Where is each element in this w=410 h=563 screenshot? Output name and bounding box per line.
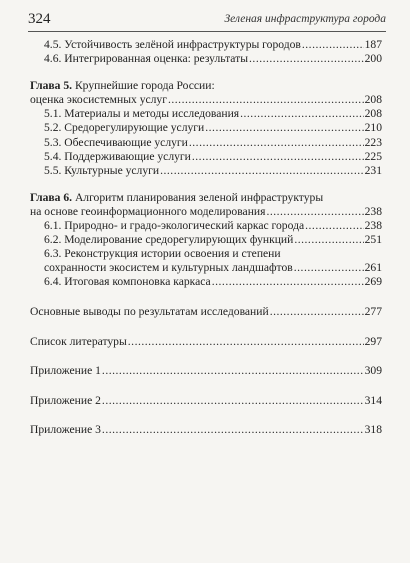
toc-entry-page: 210	[364, 121, 382, 135]
toc-entry-page: 225	[364, 149, 382, 163]
toc-entry-page: 297	[364, 334, 382, 348]
toc-entry-page: 208	[364, 93, 382, 107]
chapter-title-line1: Крупнейшие города России:	[74, 79, 215, 93]
toc-entry-5-3	[30, 136, 382, 150]
toc-entry-page: 318	[364, 423, 382, 437]
header-rule	[28, 31, 386, 32]
chapter-label: Глава 5.	[30, 79, 73, 93]
dot-leader	[192, 150, 364, 164]
dot-leader	[102, 364, 364, 378]
toc-entry-5-5	[30, 164, 382, 178]
toc-entry-title: 5.2. Средорегулирующие услуги	[44, 121, 205, 135]
toc-entry-6-1	[30, 219, 382, 233]
toc-entry-title: 6.1. Природно- и градо-экологический каркас города	[44, 219, 305, 233]
page-header	[28, 10, 386, 28]
toc-entry-references	[30, 335, 382, 349]
chapter-label: Глава 6.	[30, 190, 73, 204]
toc-entry-page: 261	[364, 261, 382, 275]
dot-leader	[168, 93, 364, 107]
toc-entry-appendix-2	[30, 394, 382, 408]
toc-entry-5-2	[30, 121, 382, 135]
toc-entry-page: 223	[364, 135, 382, 149]
chapter-title-line2: оценка экосистемных услуг	[30, 93, 167, 107]
toc-entry-page: 314	[364, 393, 382, 407]
toc-entry-5-1	[30, 107, 382, 121]
table-of-contents	[30, 38, 382, 437]
dot-leader	[294, 261, 364, 275]
toc-entry-page: 277	[364, 305, 382, 318]
dot-leader	[294, 233, 363, 247]
toc-entry-page: 200	[364, 52, 382, 66]
dot-leader	[189, 136, 364, 150]
toc-entry-appendix-1	[30, 364, 382, 378]
toc-entry-title: 5.1. Материалы и методы исследования	[44, 107, 240, 121]
toc-entry-title: 5.5. Культурные услуги	[44, 163, 160, 177]
dot-leader	[128, 335, 364, 349]
toc-chapter-6	[30, 191, 382, 219]
toc-entry-title: 5.3. Обеспечивающие услуги	[44, 135, 188, 149]
toc-entry-title: 4.6. Интегрированная оценка: результаты	[44, 52, 249, 66]
toc-entry-title: Приложение 2	[30, 393, 101, 407]
dot-leader	[305, 219, 363, 233]
dot-leader	[160, 164, 364, 178]
dot-leader	[270, 305, 364, 319]
dot-leader	[102, 394, 364, 408]
toc-entry-title: 5.4. Поддерживающие услуги	[44, 149, 191, 163]
toc-entry-page: 309	[364, 364, 382, 378]
toc-entry-title: Приложение 3	[30, 423, 101, 437]
toc-entry-4-5	[30, 38, 382, 52]
dot-leader	[205, 121, 363, 135]
toc-entry-4-6	[30, 52, 382, 66]
dot-leader	[240, 107, 364, 121]
toc-entry-5-4	[30, 150, 382, 164]
toc-entry-6-3	[30, 247, 382, 275]
toc-entry-page: 251	[364, 233, 382, 247]
toc-entry-title: 4.5. Устойчивость зелёной инфраструктуры городов	[44, 38, 301, 51]
toc-entry-page: 238	[364, 219, 382, 233]
toc-chapter-5	[30, 79, 382, 107]
toc-entry-page: 187	[364, 38, 382, 51]
toc-entry-title-line2: сохранности экосистем и культурных ландшафтов	[44, 261, 293, 275]
page-number: 324	[28, 11, 51, 27]
dot-leader	[212, 275, 364, 289]
toc-entry-title: 6.2. Моделирование средорегулирующих функций	[44, 233, 294, 247]
running-title: Зеленая инфраструктура города	[224, 13, 386, 25]
chapter-title-line2: на основе геоинформационного моделирования	[30, 204, 266, 218]
dot-leader	[266, 205, 363, 219]
toc-entry-title-line1: 6.3. Реконструкция истории освоения и степени	[44, 247, 281, 261]
toc-entry-6-4	[30, 275, 382, 289]
toc-entry-title: Основные выводы по результатам исследований	[30, 305, 269, 318]
toc-entry-page: 269	[364, 275, 382, 289]
toc-entry-title: Приложение 1	[30, 364, 101, 378]
toc-entry-title: 6.4. Итоговая компоновка каркаса	[44, 275, 211, 289]
dot-leader	[302, 38, 364, 52]
toc-entry-page: 208	[364, 107, 382, 121]
toc-entry-conclusions	[30, 305, 382, 319]
toc-entry-page: 238	[364, 204, 382, 218]
toc-entry-appendix-3	[30, 423, 382, 437]
chapter-title-line1: Алгоритм планирования зеленой инфраструктуры	[74, 190, 324, 204]
dot-leader	[102, 423, 364, 437]
dot-leader	[249, 52, 364, 66]
toc-entry-6-2	[30, 233, 382, 247]
toc-entry-page: 231	[364, 163, 382, 177]
toc-entry-title: Список литературы	[30, 334, 127, 348]
